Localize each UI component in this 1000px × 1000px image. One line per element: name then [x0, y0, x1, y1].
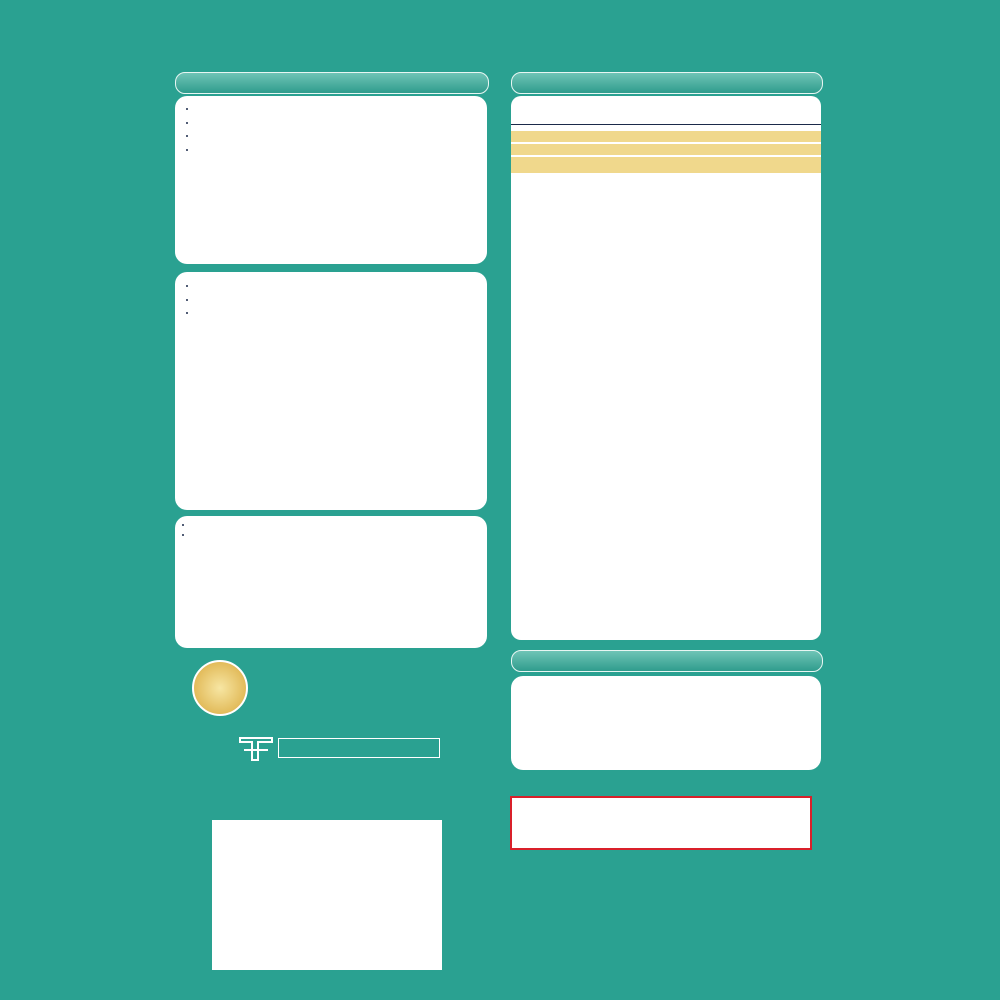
minerals-band: [511, 131, 821, 142]
important-item: [197, 103, 479, 116]
barcode-bars: [212, 822, 442, 942]
feeding-card: [175, 516, 487, 648]
feeding-item: [193, 530, 479, 540]
dg-logo: [192, 660, 248, 716]
nutrition-table: [511, 96, 821, 640]
energy-row: [511, 165, 821, 173]
feeding-list: [183, 520, 479, 540]
storage-item: [197, 307, 479, 320]
nutrition-col-headers: [511, 96, 821, 125]
ingredients-card: [511, 676, 821, 770]
storage-item: [197, 280, 479, 293]
important-item: [197, 130, 479, 143]
important-card: [175, 96, 487, 264]
storage-card: [175, 272, 487, 510]
important-item: [197, 117, 479, 130]
reg-icon: [238, 734, 274, 764]
important-list: [185, 103, 479, 156]
energy-rows: [511, 157, 821, 173]
storage-list: [185, 280, 479, 320]
ingredients-header: [511, 650, 823, 672]
vitamins-band: [511, 144, 821, 155]
storage-item: [197, 294, 479, 307]
energy-row: [511, 157, 821, 165]
reg-number: [278, 738, 440, 758]
important-item: [197, 144, 479, 157]
nutrition-header: [511, 72, 823, 94]
important-header: [175, 72, 489, 94]
age-warning-box: [510, 796, 812, 850]
barcode: [212, 820, 442, 970]
feeding-item: [193, 520, 479, 530]
